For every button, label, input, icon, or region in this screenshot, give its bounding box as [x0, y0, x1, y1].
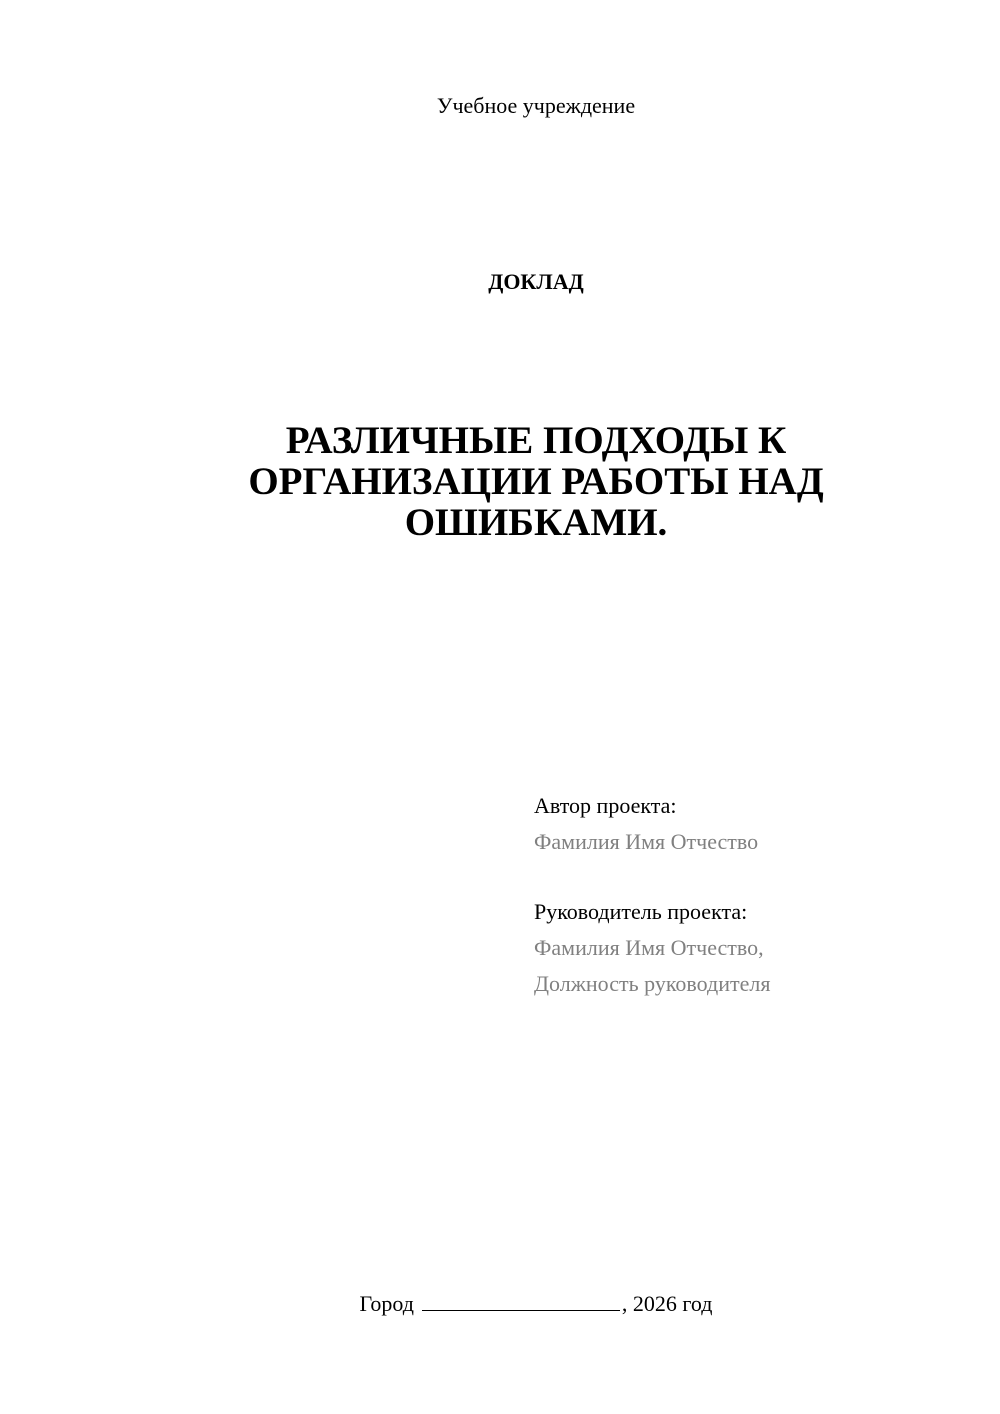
- supervisor-position: Должность руководителя: [534, 971, 771, 996]
- document-title-line-2: ОРГАНИЗАЦИИ РАБОТЫ НАД: [248, 460, 824, 503]
- credits-block: [534, 788, 974, 1002]
- supervisor-name: Фамилия Имя Отчество,: [534, 935, 764, 960]
- city-label: Город: [359, 1291, 414, 1316]
- document-title: [236, 420, 836, 543]
- document-title-line-1: РАЗЛИЧНЫЕ ПОДХОДЫ К: [285, 419, 787, 462]
- year-text: , 2026 год: [621, 1291, 713, 1316]
- credits-spacer: [534, 860, 974, 894]
- author-name: Фамилия Имя Отчество: [534, 829, 759, 854]
- city-blank-line: [422, 1290, 620, 1311]
- supervisor-label: Руководитель проекта:: [534, 899, 748, 924]
- author-label: Автор проекта:: [534, 793, 677, 818]
- city-year-line: [0, 1290, 1000, 1318]
- document-type: ДОКЛАД: [488, 269, 584, 294]
- institution-name: Учебное учреждение: [436, 93, 636, 118]
- document-title-line-3: ОШИБКАМИ.: [404, 501, 668, 544]
